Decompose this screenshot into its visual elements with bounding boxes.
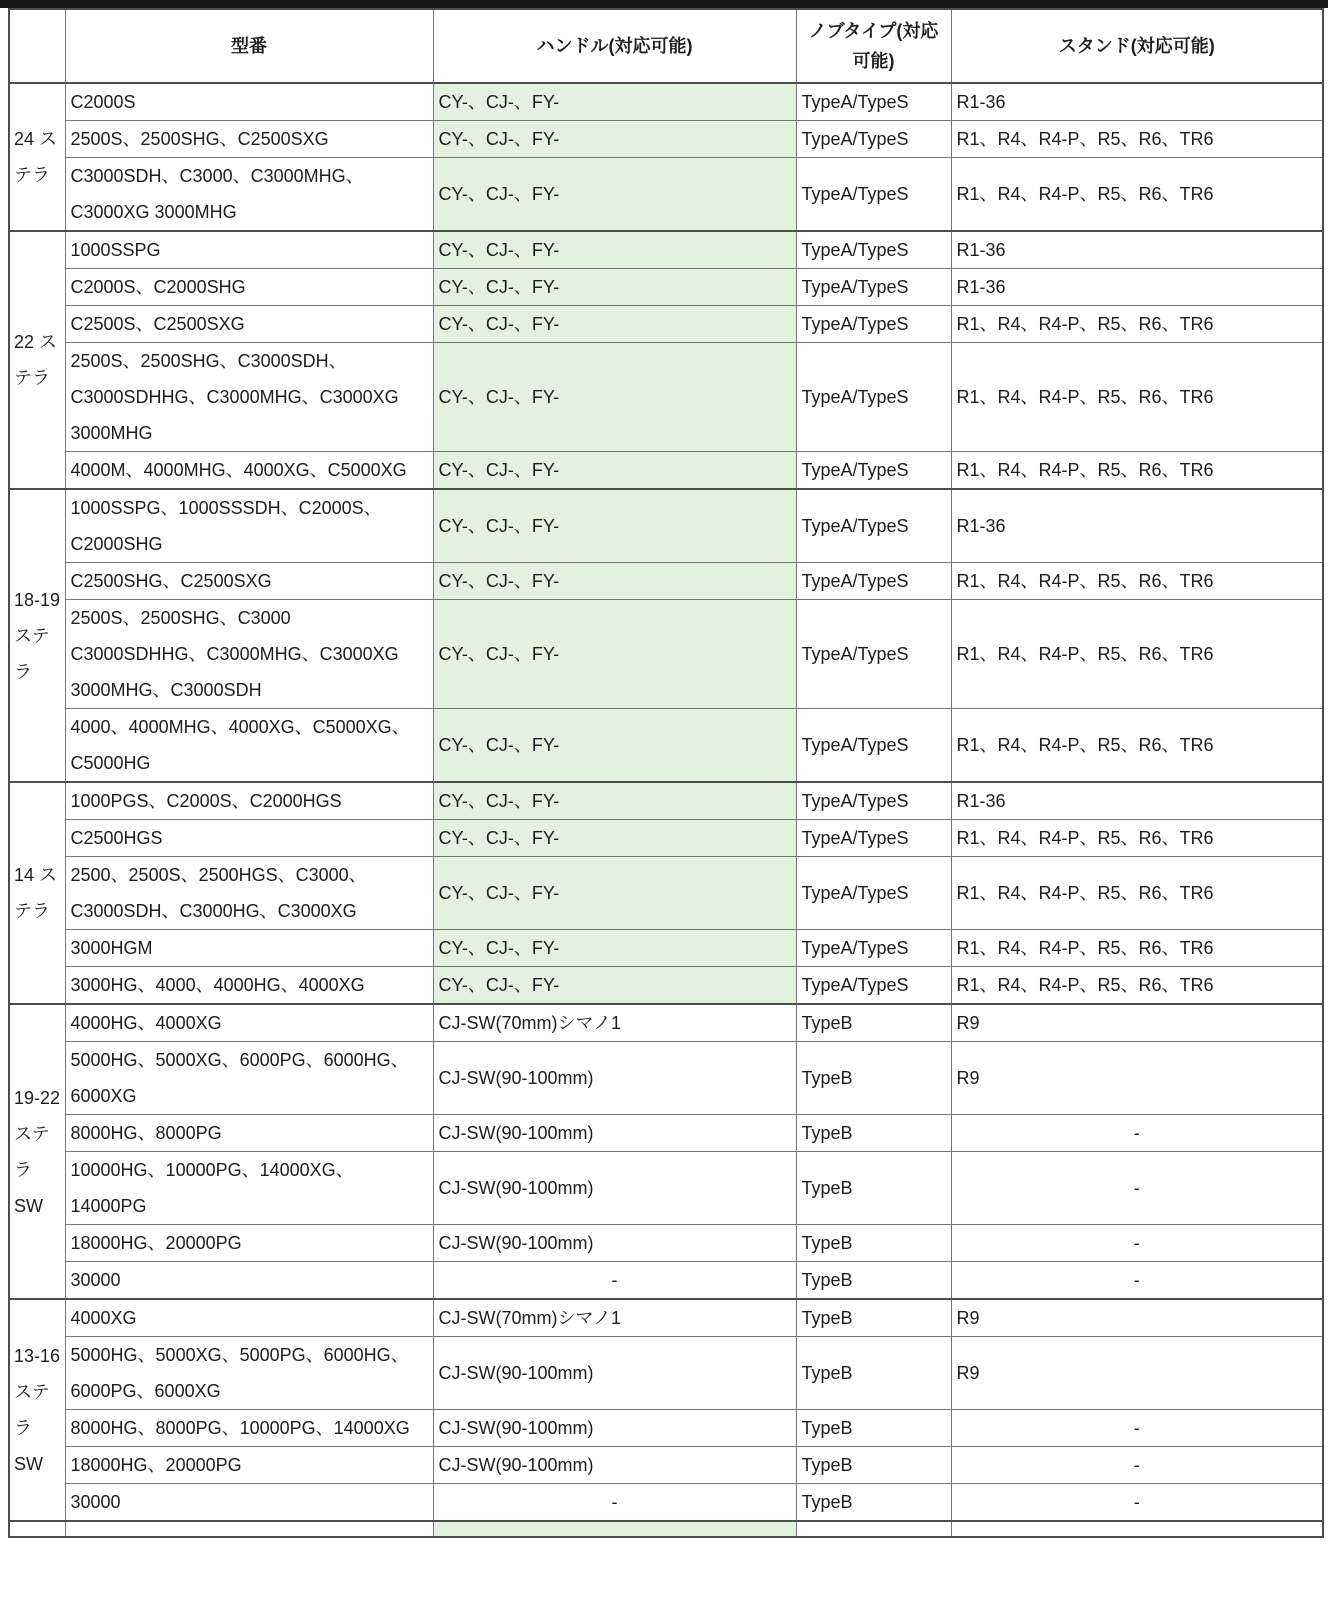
knob-cell: TypeA/TypeS bbox=[796, 306, 951, 343]
stand-cell: R1、R4、R4-P、R5、R6、TR6 bbox=[951, 343, 1323, 452]
compatibility-table bbox=[8, 8, 1324, 1538]
model-cell: 5000HG、5000XG、6000PG、6000HG、6000XG bbox=[65, 1042, 433, 1115]
table-row bbox=[9, 563, 1323, 600]
handle-cell: CY-、CJ-、FY- bbox=[433, 343, 796, 452]
table-row bbox=[9, 83, 1323, 121]
table-row bbox=[9, 1004, 1323, 1042]
stand-cell: R1、R4、R4-P、R5、R6、TR6 bbox=[951, 857, 1323, 930]
table-row bbox=[9, 820, 1323, 857]
stand-cell: R1、R4、R4-P、R5、R6、TR6 bbox=[951, 306, 1323, 343]
stand-cell: R1、R4、R4-P、R5、R6、TR6 bbox=[951, 563, 1323, 600]
stand-cell: - bbox=[951, 1152, 1323, 1225]
table-row bbox=[9, 158, 1323, 232]
handle-cell: CY-、CJ-、FY- bbox=[433, 452, 796, 490]
model-cell: 1000SSPG、1000SSSDH、C2000S、C2000SHG bbox=[65, 489, 433, 563]
handle-cell: CY-、CJ-、FY- bbox=[433, 563, 796, 600]
handle-cell: CY-、CJ-、FY- bbox=[433, 820, 796, 857]
model-cell: 4000、4000MHG、4000XG、C5000XG、C5000HG bbox=[65, 709, 433, 783]
knob-cell: TypeA/TypeS bbox=[796, 121, 951, 158]
model-cell: 5000HG、5000XG、5000PG、6000HG、6000PG、6000XG bbox=[65, 1337, 433, 1410]
stand-cell: R1-36 bbox=[951, 489, 1323, 563]
knob-cell: TypeB bbox=[796, 1225, 951, 1262]
stand-cell: R1、R4、R4-P、R5、R6、TR6 bbox=[951, 600, 1323, 709]
knob-cell: TypeA/TypeS bbox=[796, 820, 951, 857]
knob-cell: TypeA/TypeS bbox=[796, 343, 951, 452]
table-row bbox=[9, 1337, 1323, 1410]
model-cell: 8000HG、8000PG bbox=[65, 1115, 433, 1152]
handle-cell: CJ-SW(90-100mm) bbox=[433, 1225, 796, 1262]
knob-cell: TypeA/TypeS bbox=[796, 83, 951, 121]
stand-cell: R1、R4、R4-P、R5、R6、TR6 bbox=[951, 820, 1323, 857]
model-cell: 4000HG、4000XG bbox=[65, 1004, 433, 1042]
knob-cell: TypeA/TypeS bbox=[796, 857, 951, 930]
handle-cell: CJ-SW(90-100mm) bbox=[433, 1115, 796, 1152]
header-stand: スタンド(対応可能) bbox=[951, 9, 1323, 83]
header-handle: ハンドル(対応可能) bbox=[433, 9, 796, 83]
handle-cell: CY-、CJ-、FY- bbox=[433, 709, 796, 783]
header-knob: ノブタイプ(対応可能) bbox=[796, 9, 951, 83]
table-row bbox=[9, 343, 1323, 452]
header-group-blank bbox=[9, 9, 65, 83]
stand-cell bbox=[951, 1521, 1323, 1537]
table-row bbox=[9, 600, 1323, 709]
table-row bbox=[9, 452, 1323, 490]
knob-cell: TypeB bbox=[796, 1042, 951, 1115]
handle-cell: CJ-SW(90-100mm) bbox=[433, 1410, 796, 1447]
model-cell: C2000S bbox=[65, 83, 433, 121]
table-row bbox=[9, 1042, 1323, 1115]
stand-cell: - bbox=[951, 1262, 1323, 1300]
partial-bottom-row bbox=[9, 1521, 1323, 1537]
stand-cell: R1、R4、R4-P、R5、R6、TR6 bbox=[951, 930, 1323, 967]
handle-cell: CY-、CJ-、FY- bbox=[433, 967, 796, 1005]
model-cell: 3000HG、4000、4000HG、4000XG bbox=[65, 967, 433, 1005]
table-row bbox=[9, 1115, 1323, 1152]
handle-cell bbox=[433, 1521, 796, 1537]
model-cell: C2500SHG、C2500SXG bbox=[65, 563, 433, 600]
model-cell: 2500S、2500SHG、C2500SXG bbox=[65, 121, 433, 158]
model-cell: 18000HG、20000PG bbox=[65, 1225, 433, 1262]
group-label: 19-22 ステラ SW bbox=[9, 1004, 65, 1299]
stand-cell: R1-36 bbox=[951, 782, 1323, 820]
model-cell: 2500S、2500SHG、C3000 C3000SDHHG、C3000MHG、C3000XG 3000MHG、C3000SDH bbox=[65, 600, 433, 709]
model-cell: C2500HGS bbox=[65, 820, 433, 857]
knob-cell: TypeA/TypeS bbox=[796, 782, 951, 820]
stand-cell: R9 bbox=[951, 1042, 1323, 1115]
knob-cell: TypeA/TypeS bbox=[796, 563, 951, 600]
knob-cell: TypeA/TypeS bbox=[796, 269, 951, 306]
stand-cell: R1、R4、R4-P、R5、R6、TR6 bbox=[951, 452, 1323, 490]
group-label bbox=[9, 1521, 65, 1537]
knob-cell: TypeA/TypeS bbox=[796, 600, 951, 709]
group-label: 14 ステラ bbox=[9, 782, 65, 1004]
stand-cell: - bbox=[951, 1225, 1323, 1262]
model-cell: 30000 bbox=[65, 1484, 433, 1522]
table-row bbox=[9, 967, 1323, 1005]
model-cell: 2500、2500S、2500HGS、C3000、C3000SDH、C3000HG、C3000XG bbox=[65, 857, 433, 930]
handle-cell: CJ-SW(90-100mm) bbox=[433, 1152, 796, 1225]
table-row bbox=[9, 489, 1323, 563]
model-cell: 4000XG bbox=[65, 1299, 433, 1337]
handle-cell: CJ-SW(70mm)シマノ1 bbox=[433, 1299, 796, 1337]
table-row bbox=[9, 269, 1323, 306]
stand-cell: R1、R4、R4-P、R5、R6、TR6 bbox=[951, 121, 1323, 158]
table-row bbox=[9, 1410, 1323, 1447]
knob-cell: TypeA/TypeS bbox=[796, 930, 951, 967]
knob-cell: TypeB bbox=[796, 1262, 951, 1300]
handle-cell: CY-、CJ-、FY- bbox=[433, 782, 796, 820]
knob-cell: TypeA/TypeS bbox=[796, 489, 951, 563]
table-row bbox=[9, 857, 1323, 930]
model-cell: C3000SDH、C3000、C3000MHG、C3000XG 3000MHG bbox=[65, 158, 433, 232]
stand-cell: - bbox=[951, 1447, 1323, 1484]
table-row bbox=[9, 231, 1323, 269]
top-border-bar bbox=[0, 0, 1328, 8]
knob-cell: TypeB bbox=[796, 1337, 951, 1410]
knob-cell: TypeB bbox=[796, 1299, 951, 1337]
handle-cell: CY-、CJ-、FY- bbox=[433, 121, 796, 158]
knob-cell: TypeB bbox=[796, 1004, 951, 1042]
model-cell: C2000S、C2000SHG bbox=[65, 269, 433, 306]
stand-cell: R1、R4、R4-P、R5、R6、TR6 bbox=[951, 967, 1323, 1005]
stand-cell: R1-36 bbox=[951, 83, 1323, 121]
model-cell: 18000HG、20000PG bbox=[65, 1447, 433, 1484]
model-cell: 10000HG、10000PG、14000XG、14000PG bbox=[65, 1152, 433, 1225]
group-label: 22 ステラ bbox=[9, 231, 65, 489]
group-label: 24 ステラ bbox=[9, 83, 65, 231]
model-cell: 4000M、4000MHG、4000XG、C5000XG bbox=[65, 452, 433, 490]
table-row bbox=[9, 1152, 1323, 1225]
stand-cell: R1-36 bbox=[951, 269, 1323, 306]
model-cell: 1000SSPG bbox=[65, 231, 433, 269]
knob-cell: TypeB bbox=[796, 1115, 951, 1152]
stand-cell: R9 bbox=[951, 1004, 1323, 1042]
table-row bbox=[9, 1299, 1323, 1337]
handle-cell: CJ-SW(90-100mm) bbox=[433, 1447, 796, 1484]
stand-cell: R9 bbox=[951, 1299, 1323, 1337]
stand-cell: - bbox=[951, 1410, 1323, 1447]
header-model: 型番 bbox=[65, 9, 433, 83]
handle-cell: CJ-SW(90-100mm) bbox=[433, 1337, 796, 1410]
stand-cell: - bbox=[951, 1115, 1323, 1152]
knob-cell: TypeB bbox=[796, 1152, 951, 1225]
table-row bbox=[9, 709, 1323, 783]
model-cell: 30000 bbox=[65, 1262, 433, 1300]
handle-cell: CY-、CJ-、FY- bbox=[433, 930, 796, 967]
stand-cell: R1-36 bbox=[951, 231, 1323, 269]
table-row bbox=[9, 930, 1323, 967]
handle-cell: CY-、CJ-、FY- bbox=[433, 83, 796, 121]
handle-cell: CY-、CJ-、FY- bbox=[433, 306, 796, 343]
model-cell: 8000HG、8000PG、10000PG、14000XG bbox=[65, 1410, 433, 1447]
handle-cell: CY-、CJ-、FY- bbox=[433, 857, 796, 930]
handle-cell: CJ-SW(90-100mm) bbox=[433, 1042, 796, 1115]
knob-cell bbox=[796, 1521, 951, 1537]
knob-cell: TypeB bbox=[796, 1447, 951, 1484]
stand-cell: R1、R4、R4-P、R5、R6、TR6 bbox=[951, 709, 1323, 783]
handle-cell: - bbox=[433, 1484, 796, 1522]
knob-cell: TypeA/TypeS bbox=[796, 709, 951, 783]
handle-cell: CY-、CJ-、FY- bbox=[433, 269, 796, 306]
knob-cell: TypeA/TypeS bbox=[796, 452, 951, 490]
handle-cell: CY-、CJ-、FY- bbox=[433, 231, 796, 269]
stand-cell: R1、R4、R4-P、R5、R6、TR6 bbox=[951, 158, 1323, 232]
table-row bbox=[9, 1262, 1323, 1300]
table-row bbox=[9, 782, 1323, 820]
table-row bbox=[9, 306, 1323, 343]
table-row bbox=[9, 1484, 1323, 1522]
handle-cell: - bbox=[433, 1262, 796, 1300]
stand-cell: - bbox=[951, 1484, 1323, 1522]
knob-cell: TypeA/TypeS bbox=[796, 158, 951, 232]
handle-cell: CY-、CJ-、FY- bbox=[433, 600, 796, 709]
group-label: 18-19 ステラ bbox=[9, 489, 65, 782]
model-cell bbox=[65, 1521, 433, 1537]
stand-cell: R9 bbox=[951, 1337, 1323, 1410]
model-cell: 1000PGS、C2000S、C2000HGS bbox=[65, 782, 433, 820]
table-row bbox=[9, 1225, 1323, 1262]
model-cell: C2500S、C2500SXG bbox=[65, 306, 433, 343]
knob-cell: TypeA/TypeS bbox=[796, 967, 951, 1005]
knob-cell: TypeA/TypeS bbox=[796, 231, 951, 269]
model-cell: 2500S、2500SHG、C3000SDH、C3000SDHHG、C3000MHG、C3000XG 3000MHG bbox=[65, 343, 433, 452]
group-label: 13-16 ステラ SW bbox=[9, 1299, 65, 1521]
table-row bbox=[9, 121, 1323, 158]
handle-cell: CY-、CJ-、FY- bbox=[433, 158, 796, 232]
table-row bbox=[9, 1447, 1323, 1484]
handle-cell: CY-、CJ-、FY- bbox=[433, 489, 796, 563]
model-cell: 3000HGM bbox=[65, 930, 433, 967]
knob-cell: TypeB bbox=[796, 1410, 951, 1447]
knob-cell: TypeB bbox=[796, 1484, 951, 1522]
header-row bbox=[9, 9, 1323, 83]
handle-cell: CJ-SW(70mm)シマノ1 bbox=[433, 1004, 796, 1042]
